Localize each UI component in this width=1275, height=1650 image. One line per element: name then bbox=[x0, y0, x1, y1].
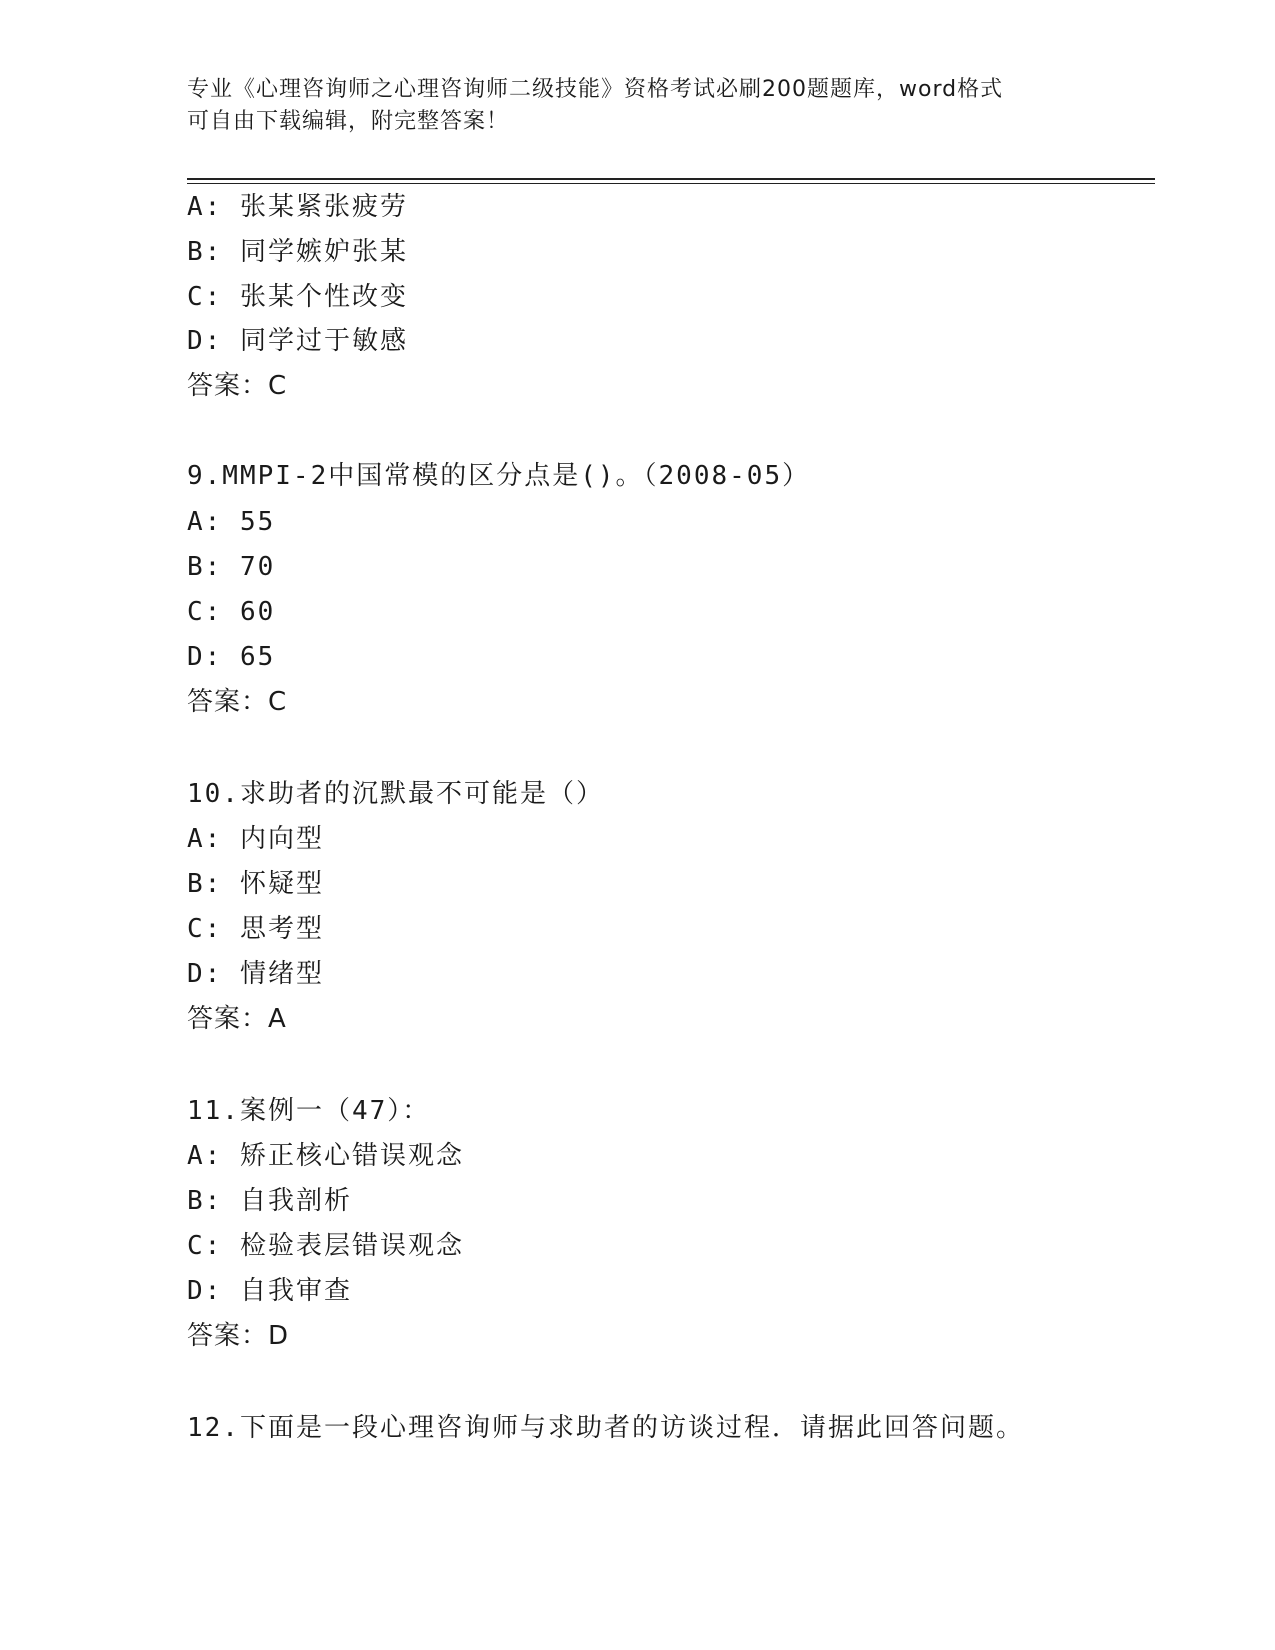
q11-option-a: A: 矫正核心错误观念 bbox=[187, 1141, 464, 1171]
q9-question: 9.MMPI-2中国常模的区分点是()。（2008-05） bbox=[187, 461, 811, 491]
q11-option-d: D: 自我审查 bbox=[187, 1276, 352, 1306]
q8-option-d: D: 同学过于敏感 bbox=[187, 326, 408, 356]
header-line-1: 专业《心理咨询师之心理咨询师二级技能》资格考试必刷200题题库，word格式 bbox=[187, 77, 1004, 102]
q10-question: 10.求助者的沉默最不可能是（） bbox=[187, 779, 604, 809]
q10-option-d: D: 情绪型 bbox=[187, 959, 324, 989]
q8-option-c: C: 张某个性改变 bbox=[187, 282, 408, 312]
q12-question: 12.下面是一段心理咨询师与求助者的访谈过程．请据此回答问题。 bbox=[187, 1413, 1024, 1443]
header-rule-thin bbox=[187, 183, 1155, 184]
q11-option-b: B: 自我剖析 bbox=[187, 1186, 352, 1216]
header-rule-thick bbox=[187, 178, 1155, 180]
q10-option-a: A: 内向型 bbox=[187, 824, 324, 854]
q11-option-c: C: 检验表层错误观念 bbox=[187, 1231, 464, 1261]
q10-option-b: B: 怀疑型 bbox=[187, 869, 324, 899]
q9-option-c: C: 60 bbox=[187, 597, 276, 627]
q10-option-c: C: 思考型 bbox=[187, 914, 324, 944]
q11-question: 11.案例一（47）： bbox=[187, 1096, 431, 1126]
header-line-2: 可自由下载编辑，附完整答案！ bbox=[187, 109, 510, 134]
document-header bbox=[187, 74, 1087, 138]
q9-option-a: A: 55 bbox=[187, 507, 276, 537]
q9-option-d: D: 65 bbox=[187, 642, 276, 672]
q8-option-a: A: 张某紧张疲劳 bbox=[187, 192, 408, 222]
q11-answer: 答案：D bbox=[187, 1321, 290, 1351]
q9-option-b: B: 70 bbox=[187, 552, 276, 582]
q8-option-b: B: 同学嫉妒张某 bbox=[187, 237, 408, 267]
q10-answer: 答案：A bbox=[187, 1004, 287, 1034]
q9-answer: 答案：C bbox=[187, 687, 288, 717]
q8-answer: 答案：C bbox=[187, 371, 288, 401]
